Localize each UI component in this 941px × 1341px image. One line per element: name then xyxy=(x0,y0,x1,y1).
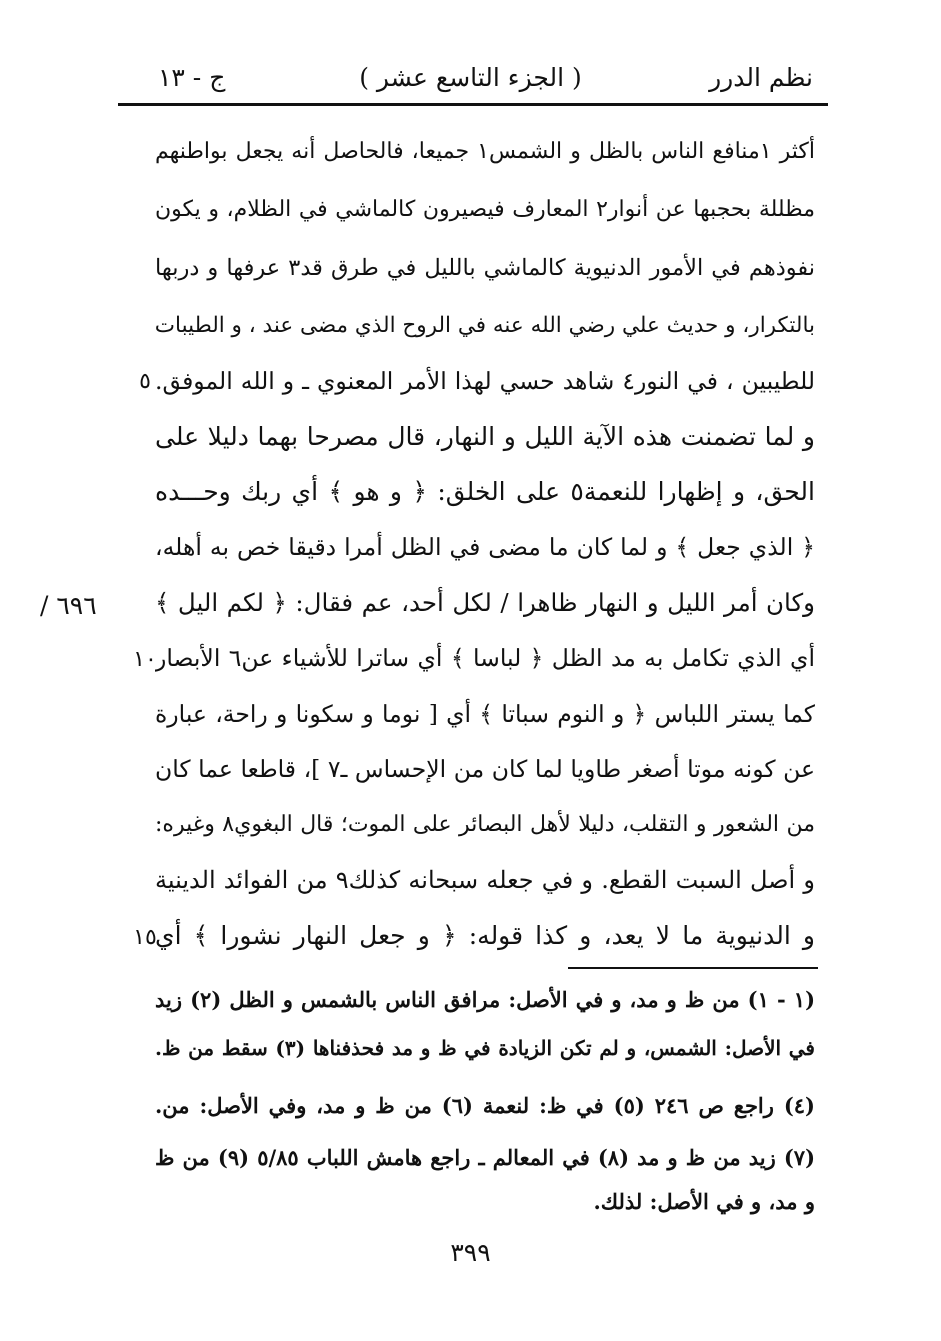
body-line: و لما تضمنت هذه الآية الليل و النهار، قال مصرحا بهما دليلا على xyxy=(155,422,815,451)
body-line: و أصل السبت القطع. و في جعله سبحانه كذلك٩ من الفوائد الدينية xyxy=(155,866,815,894)
body-line: أكثر ١منافع الناس بالظل و الشمس١ جميعا، فالحاصل أنه يجعل بواطنهم xyxy=(155,139,815,164)
footnote-line: (٤) راجع ص ٢٤٦ (٥) في ظ: لنعمة (٦) من ظ و مد، وفي الأصل: من. xyxy=(155,1093,815,1118)
body-line: عن كونه موتا أصغر طاويا لما كان من الإحساس ـ٧ ]، قاطعا عما كان xyxy=(155,755,815,783)
body-line: و الدنيوية ما لا يعد، و كذا قوله: ﴿ و جعل النهار نشورا ﴾ أي xyxy=(155,921,815,950)
body-line: كما يستر اللباس ﴿ و النوم سباتا ﴾ أي [ نوما و سكونا و راحة، عبارة xyxy=(155,700,815,728)
body-line: من الشعور و التقلب، دليلا لأهل البصائر على الموت؛ قال البغوي٨ وغيره: xyxy=(155,812,815,837)
running-header-part: ج - ١٣ xyxy=(158,63,226,92)
body-line: مظللة بحجبها عن أنوار٢ المعارف فيصيرون كالماشي في الظلام، و يكون xyxy=(155,197,815,222)
body-line: نفوذهم في الأمور الدنيوية كالماشي بالليل في طرق قد٣ عرفها و دربها xyxy=(155,255,815,281)
running-header-title: نظم الدرر xyxy=(709,63,813,92)
footnote-line: في الأصل: الشمس، و لم تكن الزيادة في ظ و مد فحذفناها (٣) سقط من ظ. xyxy=(155,1036,815,1060)
footnote-line: (١ - ١) من ظ و مد، و في الأصل: مرافق الناس بالشمس و الظل (٢) زيد xyxy=(155,987,815,1012)
body-line: بالتكرار، و حديث علي رضي الله عنه في الروح الذي مضى عند ، و الطيبات xyxy=(155,313,815,338)
page-number: ٣٩٩ xyxy=(450,1238,491,1267)
footnote-line: و مد، و في الأصل: لذلك. xyxy=(593,1189,815,1214)
body-line: أي الذي تكامل به مد الظل ﴿ لباسا ﴾ أي ساترا للأشياء عن٦ الأبصار xyxy=(155,644,815,672)
margin-page-reference: ٦٩٦ / xyxy=(40,591,97,620)
footnote-rule xyxy=(568,967,818,969)
header-rule xyxy=(118,103,828,106)
body-line: للطيبين ، في النور٤ شاهد حسي لهذا الأمر المعنوي ـ و الله الموفق. xyxy=(155,367,815,395)
margin-line-number: ١٠ xyxy=(133,647,157,672)
running-header-volume: ( الجزء التاسع عشر ) xyxy=(359,63,582,92)
margin-line-number: ٥ xyxy=(139,369,151,394)
margin-line-number: ١٥ xyxy=(133,925,157,950)
body-line: وكان أمر الليل و النهار ظاهرا / لكل أحد، عم فقال: ﴿ لكم اليل ﴾ xyxy=(155,588,815,617)
body-line: ﴿ الذي جعل ﴾ و لما كان ما مضى في الظل أمرا دقيقا خص به أهله، xyxy=(155,533,815,561)
footnote-line: (٧) زيد من ظ و مد (٨) في المعالم ـ راجع هامش اللباب ٥/٨٥ (٩) من ظ xyxy=(155,1145,815,1170)
body-line: الحق، و إظهارا للنعمة٥ على الخلق: ﴿ و هو ﴾ أي ربك وحـــده xyxy=(155,477,815,506)
